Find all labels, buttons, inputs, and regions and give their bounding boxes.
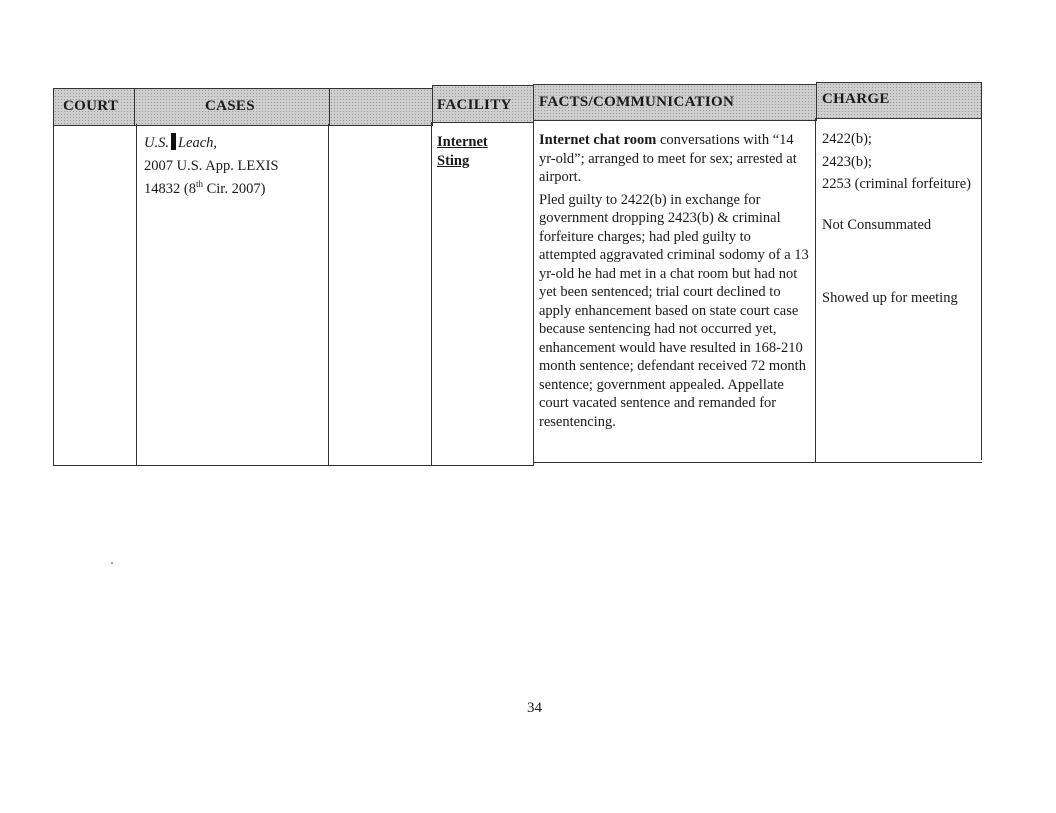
page-number: 34 bbox=[527, 700, 542, 716]
case-prefix: U.S. bbox=[144, 135, 169, 151]
border-bottom-left bbox=[53, 465, 533, 466]
scan-speck bbox=[111, 562, 113, 564]
charge-item-2: 2423(b); bbox=[822, 153, 872, 170]
charge-item-4: Not Consummated bbox=[822, 216, 932, 233]
charge-cell bbox=[822, 130, 978, 308]
charge-item-5: Showed up for meeting bbox=[822, 290, 958, 306]
header-facility: FACILITY bbox=[432, 85, 534, 123]
border-right bbox=[981, 118, 982, 460]
case-cell bbox=[144, 133, 324, 198]
border-left bbox=[53, 124, 54, 466]
charge-item-3: 2253 (criminal forfeiture) bbox=[822, 176, 971, 192]
header-charge: CHARGE bbox=[816, 82, 982, 119]
divider-cases-blank bbox=[328, 124, 329, 466]
charge-item-1: 2422(b); bbox=[822, 131, 872, 147]
facts-paragraph-2: Pled guilty to 2422(b) in exchange for government dropping 2423(b) & criminal forfeiture charges; had pled guilty to attempted aggravated criminal sodomy of a 13 yr-old he had met in a chat room but had not yet been sentenced; trial court declined to apply enhancement based on state court case because sentencing had not occurred yet, enhancement would have resulted in 168-210 month sentence; defendant received 72 month sentence; government appealed. Appellate court vacated sentence and remanded for resentencing. bbox=[539, 191, 809, 430]
citation-line-1: 2007 U.S. App. LEXIS bbox=[144, 157, 279, 174]
header-court: COURT bbox=[53, 88, 135, 126]
divider-court-cases bbox=[136, 124, 137, 466]
redaction-bar bbox=[171, 133, 176, 150]
divider-blank-facility bbox=[431, 122, 432, 466]
divider-facility-facts bbox=[533, 120, 534, 466]
border-bottom-right bbox=[533, 462, 982, 463]
facts-cell bbox=[539, 131, 811, 431]
facts-bold: Internet chat room bbox=[539, 132, 657, 148]
facts-paragraph-1: Internet chat room conversations with “14 yr-old”; arranged to meet for sex; arrested at airport. bbox=[539, 132, 797, 185]
facility-line-2: Sting bbox=[437, 152, 470, 169]
case-table bbox=[53, 82, 982, 466]
facility-cell bbox=[437, 133, 529, 170]
header-facts: FACTS/COMMUNICATION bbox=[533, 84, 817, 121]
citation-line-2: 14832 (8th Cir. 2007) bbox=[144, 179, 266, 197]
header-cases: CASES bbox=[134, 88, 330, 126]
facility-line-1: Internet bbox=[437, 134, 488, 150]
header-blank bbox=[329, 88, 433, 126]
case-name: Leach, bbox=[177, 135, 218, 151]
divider-facts-charge bbox=[815, 118, 816, 463]
